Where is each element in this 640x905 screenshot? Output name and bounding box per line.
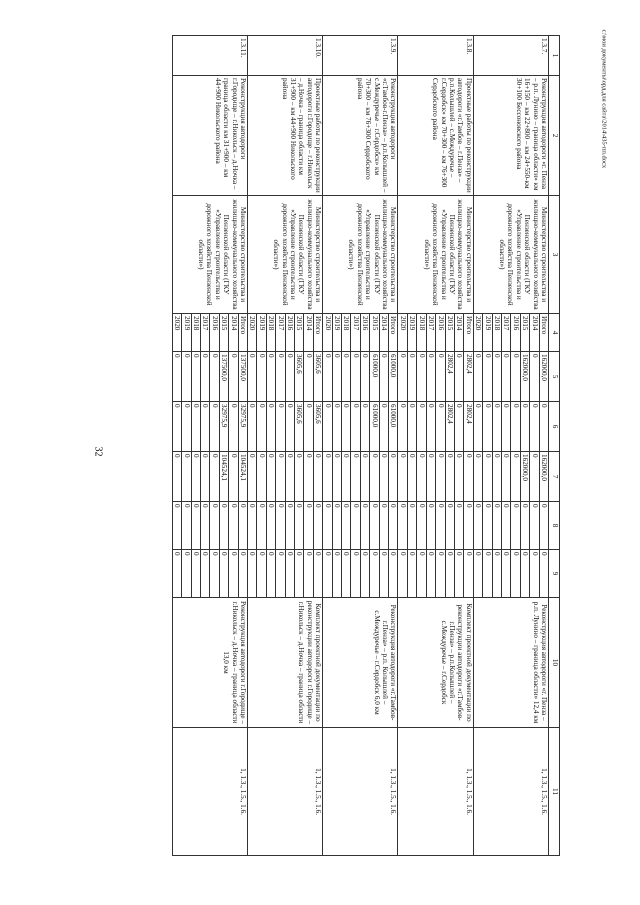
year-cell: 2017 <box>200 314 209 352</box>
amount-cell-c5: 162000,0 <box>520 352 529 402</box>
amount-cell-c7: 0 <box>483 452 492 502</box>
amount-cell-c8: 0 <box>398 502 407 550</box>
amount-cell-c5: 0 <box>200 352 209 402</box>
year-cell: Итого <box>539 314 548 352</box>
item-name: Проектные работы по реконструкции автодороги г.Городище – г.Никольск – д.Ночка – граница области км 31+900 – км 44+900 Никольского района <box>248 76 323 196</box>
amount-cell-c8: 0 <box>285 502 294 550</box>
column-header-9: 9 <box>549 550 560 598</box>
amount-cell-c6: 0 <box>360 402 369 452</box>
amount-cell-c6: 0 <box>304 402 313 452</box>
year-cell: 2015 <box>219 314 228 352</box>
amount-cell-c5: 0 <box>351 352 360 402</box>
amount-cell-c5: 0 <box>332 352 341 402</box>
amount-cell-c6: 2802,4 <box>464 402 473 452</box>
executor: Министерство строительства и жилищно-коммунального хозяйства Пензенской области (ГКУ «Управление строительства и дорожного хозяйства Пензенской области») <box>172 196 247 314</box>
amount-cell-c8: 0 <box>520 502 529 550</box>
amount-cell-c9: 0 <box>200 550 209 598</box>
year-cell: 2018 <box>492 314 501 352</box>
amount-cell-c9: 0 <box>464 550 473 598</box>
amount-cell-c9: 0 <box>182 550 191 598</box>
amount-cell-c6: 32975,9 <box>238 402 247 452</box>
amount-cell-c5: 61000,0 <box>370 352 379 402</box>
amount-cell-c6: 0 <box>266 402 275 452</box>
amount-cell-c8: 0 <box>539 502 548 550</box>
amount-cell-c8: 0 <box>360 502 369 550</box>
column-header-2: 2 <box>549 76 560 196</box>
amount-cell-c8: 0 <box>238 502 247 550</box>
amount-cell-c5: 61000,0 <box>389 352 398 402</box>
amount-cell-c6: 32975,9 <box>219 402 228 452</box>
indicator-link: 1, 1.3., 1.5., 1.6. <box>172 728 247 856</box>
amount-cell-c9: 0 <box>323 550 332 598</box>
amount-cell-c9: 0 <box>210 550 219 598</box>
amount-cell-c9: 0 <box>342 550 351 598</box>
amount-cell-c8: 0 <box>351 502 360 550</box>
amount-cell-c8: 0 <box>417 502 426 550</box>
amount-cell-c5: 0 <box>454 352 463 402</box>
amount-cell-c7: 104524,1 <box>219 452 228 502</box>
amount-cell-c5: 0 <box>304 352 313 402</box>
amount-cell-c9: 0 <box>483 550 492 598</box>
year-cell: 2014 <box>530 314 539 352</box>
year-cell: 2020 <box>473 314 482 352</box>
amount-cell-c7: 0 <box>398 452 407 502</box>
amount-cell-c8: 0 <box>473 502 482 550</box>
amount-cell-c5: 0 <box>360 352 369 402</box>
amount-cell-c7: 0 <box>379 452 388 502</box>
amount-cell-c6: 0 <box>323 402 332 452</box>
column-header-5: 5 <box>549 352 560 402</box>
year-cell: 2019 <box>332 314 341 352</box>
amount-cell-c6: 0 <box>473 402 482 452</box>
rotated-table-container <box>80 35 560 855</box>
year-cell: Итого <box>464 314 473 352</box>
amount-cell-c6: 0 <box>539 402 548 452</box>
amount-cell-c9: 0 <box>379 550 388 598</box>
amount-cell-c6: 0 <box>398 402 407 452</box>
year-cell: 2015 <box>520 314 529 352</box>
amount-cell-c5: 0 <box>285 352 294 402</box>
amount-cell-c7: 0 <box>351 452 360 502</box>
item-name: Проектные работы по реконструкции автодороги «г.Тамбов – г.Пенза» – р.п.Колышлей – с.Междуречье – г.Сердобск» км 70+300 – км 76+300 Сердобского района <box>398 76 473 196</box>
amount-cell-c9: 0 <box>229 550 238 598</box>
amount-cell-c7: 0 <box>172 452 181 502</box>
amount-cell-c7: 0 <box>323 452 332 502</box>
amount-cell-c5: 0 <box>492 352 501 402</box>
amount-cell-c7: 0 <box>229 452 238 502</box>
year-cell: 2019 <box>182 314 191 352</box>
amount-cell-c8: 0 <box>370 502 379 550</box>
amount-cell-c6: 0 <box>229 402 238 452</box>
column-header-11: 11 <box>549 728 560 856</box>
amount-cell-c9: 0 <box>219 550 228 598</box>
amount-cell-c8: 0 <box>332 502 341 550</box>
amount-cell-c7: 0 <box>445 452 454 502</box>
amount-cell-c9: 0 <box>492 550 501 598</box>
amount-cell-c5: 2802,4 <box>445 352 454 402</box>
amount-cell-c6: 0 <box>492 402 501 452</box>
amount-cell-c8: 0 <box>379 502 388 550</box>
amount-cell-c6: 0 <box>483 402 492 452</box>
amount-cell-c8: 0 <box>200 502 209 550</box>
amount-cell-c6: 0 <box>436 402 445 452</box>
year-cell: 2017 <box>426 314 435 352</box>
amount-cell-c6: 0 <box>342 402 351 452</box>
amount-cell-c8: 0 <box>445 502 454 550</box>
amount-cell-c7: 0 <box>191 452 200 502</box>
amount-cell-c9: 0 <box>351 550 360 598</box>
amount-cell-c5: 0 <box>210 352 219 402</box>
amount-cell-c5: 0 <box>248 352 257 402</box>
year-cell: 2020 <box>398 314 407 352</box>
amount-cell-c9: 0 <box>436 550 445 598</box>
amount-cell-c8: 0 <box>172 502 181 550</box>
amount-cell-c6: 61000,0 <box>389 402 398 452</box>
executor: Министерство строительства и жилищно-коммунального хозяйства Пензенской области (ГКУ «Управление строительства и дорожного хозяйства Пензенской области») <box>248 196 323 314</box>
amount-cell-c8: 0 <box>492 502 501 550</box>
amount-cell-c7: 0 <box>511 452 520 502</box>
amount-cell-c6: 0 <box>285 402 294 452</box>
page-number: 32 <box>92 446 104 457</box>
amount-cell-c7: 0 <box>182 452 191 502</box>
amount-cell-c5: 0 <box>417 352 426 402</box>
amount-cell-c8: 0 <box>266 502 275 550</box>
amount-cell-c6: 0 <box>417 402 426 452</box>
expected-result: Реконструкция автодороги «г. Пенза – р.п. Лунино – граница области» 12,4 км <box>473 598 548 728</box>
amount-cell-c8: 0 <box>464 502 473 550</box>
footer-path: c:\мои документы\орд.для сайта\2014\435-пп.docx <box>600 29 608 169</box>
expected-result: Реконструкция автодороги г.Городище – г.Никольск – д.Ночка – граница области 13,0 км <box>172 598 247 728</box>
amount-cell-c5: 137500,0 <box>219 352 228 402</box>
amount-cell-c8: 0 <box>229 502 238 550</box>
amount-cell-c5: 3605,6 <box>313 352 322 402</box>
amount-cell-c7: 0 <box>407 452 416 502</box>
amount-cell-c8: 0 <box>219 502 228 550</box>
amount-cell-c9: 0 <box>332 550 341 598</box>
table-row <box>464 36 473 856</box>
amount-cell-c9: 0 <box>285 550 294 598</box>
amount-cell-c8: 0 <box>295 502 304 550</box>
amount-cell-c7: 162000,0 <box>539 452 548 502</box>
year-cell: 2018 <box>342 314 351 352</box>
amount-cell-c7: 0 <box>464 452 473 502</box>
amount-cell-c8: 0 <box>436 502 445 550</box>
amount-cell-c9: 0 <box>191 550 200 598</box>
amount-cell-c6: 0 <box>257 402 266 452</box>
year-cell: 2017 <box>351 314 360 352</box>
amount-cell-c9: 0 <box>248 550 257 598</box>
year-cell: 2020 <box>323 314 332 352</box>
amount-cell-c9: 0 <box>530 550 539 598</box>
year-cell: 2020 <box>248 314 257 352</box>
amount-cell-c7: 0 <box>248 452 257 502</box>
amount-cell-c7: 0 <box>285 452 294 502</box>
amount-cell-c5: 162000,0 <box>539 352 548 402</box>
amount-cell-c6: 0 <box>426 402 435 452</box>
amount-cell-c7: 0 <box>313 452 322 502</box>
amount-cell-c7: 0 <box>266 452 275 502</box>
year-cell: 2014 <box>229 314 238 352</box>
amount-cell-c5: 0 <box>172 352 181 402</box>
executor: Министерство строительства и жилищно-коммунального хозяйства Пензенской области (ГКУ «Управление строительства и дорожного хозяйства Пензенской области») <box>323 196 398 314</box>
amount-cell-c5: 0 <box>398 352 407 402</box>
amount-cell-c9: 0 <box>313 550 322 598</box>
amount-cell-c5: 3605,6 <box>295 352 304 402</box>
amount-cell-c5: 0 <box>229 352 238 402</box>
item-name: Реконструкция автодороги «г. Пенза – р.п. Лунино – граница области» км 16+150 – км 22+800 – км 24+550-км 30+100 Бессоновского района <box>473 76 548 196</box>
amount-cell-c5: 0 <box>379 352 388 402</box>
amount-cell-c8: 0 <box>454 502 463 550</box>
amount-cell-c9: 0 <box>511 550 520 598</box>
amount-cell-c5: 0 <box>323 352 332 402</box>
year-cell: 2019 <box>483 314 492 352</box>
amount-cell-c7: 0 <box>501 452 510 502</box>
column-header-4: 4 <box>549 314 560 352</box>
amount-cell-c7: 0 <box>370 452 379 502</box>
expected-result: Комплект проектной документации по реконструкции автодороги «г.Тамбов-г.Пенза» – р.п.Колышлей – с.Междуречье – г.Сердобск <box>398 598 473 728</box>
expected-result: Реконструкция автодороги «г.Тамбов-г.Пенза» – р.п. Колышлей – с.Междуречье – г.Сердобск 6,0 км <box>323 598 398 728</box>
amount-cell-c6: 0 <box>248 402 257 452</box>
table-row <box>238 36 247 856</box>
amount-cell-c8: 0 <box>191 502 200 550</box>
item-name: Реконструкция автодороги «г.Тамбов-г.Пенза» – р.п.Колышлей – с.Междуречье – г.Сердобск» км 70+300 – км 76+300 Сердобского района <box>323 76 398 196</box>
amount-cell-c6: 2802,4 <box>445 402 454 452</box>
amount-cell-c7: 0 <box>276 452 285 502</box>
amount-cell-c6: 3605,6 <box>313 402 322 452</box>
year-cell: Итого <box>389 314 398 352</box>
amount-cell-c5: 0 <box>342 352 351 402</box>
year-cell: 2016 <box>436 314 445 352</box>
year-cell: 2014 <box>304 314 313 352</box>
amount-cell-c7: 0 <box>200 452 209 502</box>
year-cell: 2018 <box>417 314 426 352</box>
indicator-link: 1, 1.3., 1.5., 1.6. <box>398 728 473 856</box>
item-name: Реконструкция автодороги г.Городище – г.Никольск – д.Ночка – граница области км 31+900 – км 44+900 Никольского района <box>172 76 247 196</box>
row-number: 1.3.8. <box>398 36 473 76</box>
amount-cell-c7: 0 <box>436 452 445 502</box>
row-number: 1.3.9. <box>323 36 398 76</box>
amount-cell-c9: 0 <box>501 550 510 598</box>
amount-cell-c5: 0 <box>407 352 416 402</box>
amount-cell-c7: 0 <box>530 452 539 502</box>
amount-cell-c8: 0 <box>257 502 266 550</box>
year-cell: 2017 <box>276 314 285 352</box>
amount-cell-c7: 0 <box>473 452 482 502</box>
year-cell: 2016 <box>210 314 219 352</box>
amount-cell-c6: 0 <box>172 402 181 452</box>
amount-cell-c6: 0 <box>351 402 360 452</box>
amount-cell-c5: 0 <box>426 352 435 402</box>
table-row <box>389 36 398 856</box>
amount-cell-c6: 0 <box>182 402 191 452</box>
amount-cell-c8: 0 <box>313 502 322 550</box>
amount-cell-c7: 0 <box>417 452 426 502</box>
executor: Министерство строительства и жилищно-коммунального хозяйства Пензенской области (ГКУ «Управление строительства и дорожного хозяйства Пензенской области») <box>473 196 548 314</box>
amount-cell-c9: 0 <box>389 550 398 598</box>
amount-cell-c8: 0 <box>342 502 351 550</box>
amount-cell-c8: 0 <box>248 502 257 550</box>
amount-cell-c9: 0 <box>454 550 463 598</box>
amount-cell-c8: 0 <box>426 502 435 550</box>
year-cell: 2015 <box>295 314 304 352</box>
amount-cell-c7: 104524,1 <box>238 452 247 502</box>
amount-cell-c9: 0 <box>407 550 416 598</box>
year-cell: 2014 <box>379 314 388 352</box>
amount-cell-c9: 0 <box>257 550 266 598</box>
amount-cell-c8: 0 <box>276 502 285 550</box>
amount-cell-c8: 0 <box>210 502 219 550</box>
amount-cell-c8: 0 <box>501 502 510 550</box>
row-number: 1.3.10. <box>248 36 323 76</box>
amount-cell-c7: 0 <box>257 452 266 502</box>
year-cell: 2017 <box>501 314 510 352</box>
amount-cell-c9: 0 <box>445 550 454 598</box>
year-cell: 2018 <box>266 314 275 352</box>
amount-cell-c5: 0 <box>511 352 520 402</box>
amount-cell-c6: 0 <box>332 402 341 452</box>
amount-cell-c9: 0 <box>238 550 247 598</box>
column-header-10: 10 <box>549 598 560 728</box>
amount-cell-c5: 0 <box>473 352 482 402</box>
year-cell: 2015 <box>370 314 379 352</box>
amount-cell-c8: 0 <box>323 502 332 550</box>
amount-cell-c7: 0 <box>342 452 351 502</box>
column-header-3: 3 <box>549 196 560 314</box>
amount-cell-c8: 0 <box>530 502 539 550</box>
amount-cell-c7: 0 <box>454 452 463 502</box>
indicator-link: 1, 1.3., 1.5., 1.6. <box>473 728 548 856</box>
amount-cell-c7: 0 <box>389 452 398 502</box>
amount-cell-c6: 0 <box>379 402 388 452</box>
amount-cell-c9: 0 <box>426 550 435 598</box>
amount-cell-c6: 0 <box>200 402 209 452</box>
amount-cell-c9: 0 <box>473 550 482 598</box>
table-row <box>313 36 322 856</box>
column-header-6: 6 <box>549 402 560 452</box>
amount-cell-c5: 0 <box>276 352 285 402</box>
year-cell: 2019 <box>407 314 416 352</box>
amount-cell-c9: 0 <box>360 550 369 598</box>
row-number: 1.3.11. <box>172 36 247 76</box>
amount-cell-c7: 0 <box>492 452 501 502</box>
amount-cell-c8: 0 <box>304 502 313 550</box>
amount-cell-c5: 0 <box>266 352 275 402</box>
amount-cell-c8: 0 <box>511 502 520 550</box>
year-cell: Итого <box>238 314 247 352</box>
amount-cell-c9: 0 <box>417 550 426 598</box>
amount-cell-c6: 0 <box>210 402 219 452</box>
expected-result: Комплект проектной документации по реконструкции автодороги г.Городище – г.Никольск – д.Ночка – граница области <box>248 598 323 728</box>
year-cell: Итого <box>313 314 322 352</box>
header-row <box>549 36 560 856</box>
amount-cell-c9: 0 <box>295 550 304 598</box>
amount-cell-c9: 0 <box>520 550 529 598</box>
amount-cell-c9: 0 <box>539 550 548 598</box>
amount-cell-c5: 0 <box>530 352 539 402</box>
year-cell: 2018 <box>191 314 200 352</box>
amount-cell-c7: 162000,0 <box>520 452 529 502</box>
amount-cell-c8: 0 <box>407 502 416 550</box>
column-header-8: 8 <box>549 502 560 550</box>
year-cell: 2019 <box>257 314 266 352</box>
amount-cell-c6: 0 <box>191 402 200 452</box>
amount-cell-c7: 0 <box>295 452 304 502</box>
amount-cell-c8: 0 <box>389 502 398 550</box>
amount-cell-c8: 0 <box>182 502 191 550</box>
year-cell: 2016 <box>511 314 520 352</box>
amount-cell-c5: 0 <box>182 352 191 402</box>
amount-cell-c5: 0 <box>436 352 445 402</box>
amount-cell-c6: 0 <box>520 402 529 452</box>
table-row <box>539 36 548 856</box>
amount-cell-c6: 0 <box>276 402 285 452</box>
amount-cell-c6: 0 <box>454 402 463 452</box>
amount-cell-c7: 0 <box>332 452 341 502</box>
executor: Министерство строительства и жилищно-коммунального хозяйства Пензенской области (ГКУ «Управление строительства и дорожного хозяйства Пензенской области») <box>398 196 473 314</box>
column-header-7: 7 <box>549 452 560 502</box>
amount-cell-c9: 0 <box>276 550 285 598</box>
amount-cell-c5: 0 <box>257 352 266 402</box>
amount-cell-c6: 0 <box>530 402 539 452</box>
amount-cell-c6: 3605,6 <box>295 402 304 452</box>
year-cell: 2020 <box>172 314 181 352</box>
indicator-link: 1, 1.3., 1.5., 1.6. <box>248 728 323 856</box>
amount-cell-c5: 0 <box>483 352 492 402</box>
amount-cell-c9: 0 <box>266 550 275 598</box>
amount-cell-c8: 0 <box>483 502 492 550</box>
column-header-1: 1 <box>549 36 560 76</box>
amount-cell-c6: 0 <box>501 402 510 452</box>
amount-cell-c5: 2802,4 <box>464 352 473 402</box>
amount-cell-c6: 0 <box>407 402 416 452</box>
amount-cell-c5: 0 <box>501 352 510 402</box>
amount-cell-c9: 0 <box>370 550 379 598</box>
amount-cell-c7: 0 <box>210 452 219 502</box>
year-cell: 2014 <box>454 314 463 352</box>
program-table <box>172 35 560 856</box>
amount-cell-c5: 0 <box>191 352 200 402</box>
amount-cell-c7: 0 <box>360 452 369 502</box>
amount-cell-c7: 0 <box>426 452 435 502</box>
amount-cell-c9: 0 <box>398 550 407 598</box>
row-number: 1.3.7. <box>473 36 548 76</box>
year-cell: 2016 <box>285 314 294 352</box>
year-cell: 2016 <box>360 314 369 352</box>
amount-cell-c9: 0 <box>172 550 181 598</box>
amount-cell-c7: 0 <box>304 452 313 502</box>
amount-cell-c9: 0 <box>304 550 313 598</box>
indicator-link: 1, 1.3., 1.5., 1.6. <box>323 728 398 856</box>
amount-cell-c5: 137500,0 <box>238 352 247 402</box>
amount-cell-c6: 61000,0 <box>370 402 379 452</box>
amount-cell-c6: 0 <box>511 402 520 452</box>
year-cell: 2015 <box>445 314 454 352</box>
